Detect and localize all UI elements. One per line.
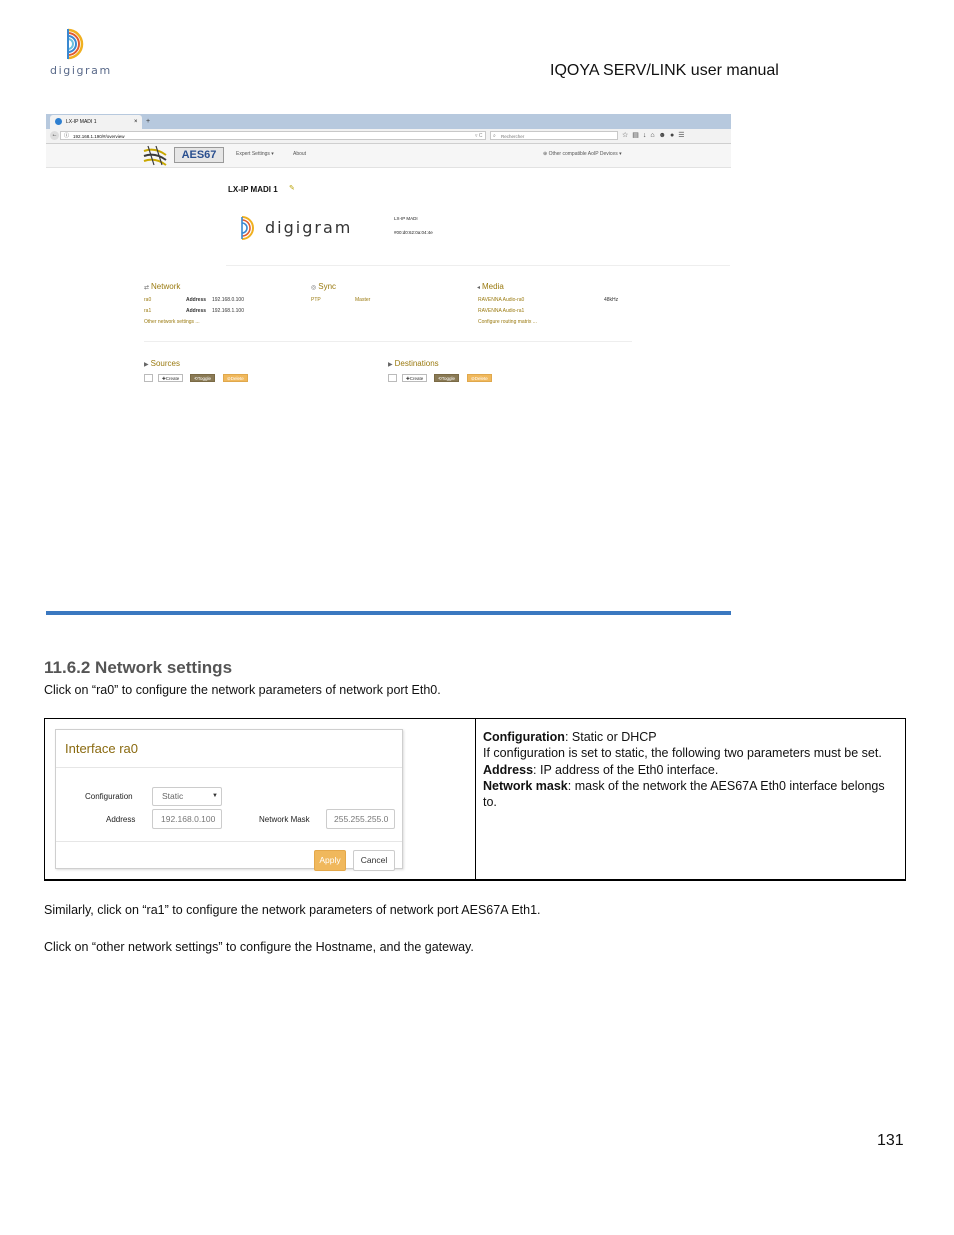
cancel-button[interactable]: Cancel [353, 850, 395, 871]
mask-desc [483, 778, 897, 811]
media-heading [477, 282, 504, 291]
divider [226, 265, 730, 266]
mask-text: : mask of the network the AES67A Eth0 interface belongs to. [483, 778, 885, 810]
settings-description [483, 729, 897, 810]
media-item-ra1[interactable]: RAVENNA Audio-ra1 [478, 308, 525, 314]
static-note: If configuration is set to static, the following two parameters must be set. [483, 746, 882, 761]
sources-create-button[interactable]: ✚Create [158, 374, 183, 382]
apply-button[interactable]: Apply [314, 850, 346, 871]
browser-search-input[interactable] [490, 131, 618, 140]
browser-screenshot [46, 114, 731, 615]
configuration-term: Configuration [483, 730, 565, 744]
interface-title: Interface ra0 [65, 741, 138, 756]
chevron-down-icon: ▼ [212, 793, 218, 799]
other-devices-menu[interactable]: ⊕ Other compatible AoIP Devices ▾ [543, 151, 622, 157]
browser-tab[interactable] [50, 115, 142, 129]
aes67-logo-icon [142, 145, 168, 166]
edit-pencil-icon[interactable]: ✎ [289, 185, 295, 192]
destinations-delete-label: Delete [474, 376, 488, 381]
about-link[interactable]: About [293, 151, 307, 157]
url-bar[interactable] [60, 131, 486, 140]
search-icon: ⌕ [493, 133, 496, 139]
sync-icon: ◎ [311, 285, 317, 291]
sources-select-all-checkbox[interactable] [144, 374, 153, 382]
destinations-heading [388, 359, 439, 368]
address-term: Address [483, 762, 534, 777]
destinations-delete-button[interactable]: ⊘Delete [467, 374, 492, 382]
ptp-link[interactable]: PTP [311, 297, 321, 303]
browser-tab-bar [46, 114, 731, 129]
mask-term: Network mask [483, 778, 568, 793]
device-logo-icon [234, 215, 260, 241]
other-network-settings-link[interactable]: Other network settings ... [144, 319, 200, 325]
ra1-address-value: 192.168.1.100 [212, 308, 244, 314]
network-heading [144, 282, 180, 291]
sources-title: Sources [150, 359, 180, 368]
taskbar-strip [46, 611, 731, 615]
paragraph-other-settings: Click on “other network settings” to configure the Hostname, and the gateway. [44, 940, 474, 954]
sync-heading [311, 282, 336, 291]
divider [56, 841, 402, 842]
sources-toggle-label: Toggle [197, 376, 212, 381]
back-arrow-icon[interactable]: ← [51, 132, 58, 138]
browser-nav-bar [46, 129, 731, 144]
routing-matrix-link[interactable]: Configure routing matrix ... [478, 319, 537, 325]
table-divider [475, 719, 476, 880]
sample-rate: 48kHz [604, 297, 619, 303]
other-devices-label: Other compatible AoIP Devices ▾ [548, 151, 622, 157]
tab-title: LX-IP MADI 1 [66, 119, 97, 125]
toolbar-icons[interactable]: ☆▤↓⌂☻●☰ [622, 132, 689, 139]
media-title: Media [482, 282, 504, 291]
ra1-link[interactable]: ra1 [144, 308, 152, 314]
media-item-ra0[interactable]: RAVENNA Audio-ra0 [478, 297, 525, 303]
expert-settings-menu[interactable]: Expert Settings ▾ [236, 151, 274, 157]
sync-title: Sync [318, 282, 337, 291]
network-mask-label: Network Mask [259, 815, 310, 824]
configuration-desc [483, 729, 897, 745]
device-mac: #00:d0:62:0a:04:4e [394, 230, 433, 235]
address-label: Address [106, 815, 136, 824]
device-model: LX-IP MADI [394, 216, 418, 221]
ptp-role: Master [355, 297, 371, 303]
search-placeholder: Rechercher [501, 134, 525, 139]
destinations-create-label: Create [409, 376, 424, 381]
configuration-select[interactable] [152, 787, 222, 806]
section-intro: Click on “ra0” to configure the network parameters of network port Eth0. [44, 683, 441, 697]
app-header-bar [46, 144, 731, 168]
destinations-select-all-checkbox[interactable] [388, 374, 397, 382]
site-info-icon: ⓘ [64, 133, 70, 139]
logo-wordmark: digigram [50, 64, 112, 77]
document-title: IQOYA SERV/LINK user manual [550, 62, 779, 79]
page-number: 131 [877, 1132, 904, 1149]
ra1-address-label: Address [186, 308, 207, 314]
sources-delete-label: Delete [230, 376, 244, 381]
sources-toggle-button[interactable]: ⟲Toggle [190, 374, 215, 382]
tab-favicon-icon [55, 118, 62, 125]
configuration-text: : Static or DHCP [564, 730, 657, 744]
paragraph-ra1: Similarly, click on “ra1” to configure the network parameters of network port AES67A Eth1. [44, 903, 541, 917]
address-input[interactable]: 192.168.0.100 [152, 809, 222, 829]
media-icon: ◂ [477, 285, 481, 291]
destinations-toggle-button[interactable]: ⟲Toggle [434, 374, 459, 382]
divider [56, 767, 402, 768]
section-title: 11.6.2 Network settings [44, 658, 233, 677]
settings-table [44, 718, 906, 881]
new-tab-icon[interactable]: + [146, 118, 151, 125]
network-icon: ⇄ [144, 285, 150, 291]
sources-create-label: Create [165, 376, 180, 381]
reload-icon[interactable]: ▿ C [475, 133, 483, 139]
address-text: : IP address of the Eth0 interface. [533, 762, 719, 777]
url-text: 192.168.1.190/#/overview [73, 134, 125, 139]
sources-icon: ▶ [144, 362, 149, 368]
destinations-toggle-label: Toggle [441, 376, 456, 381]
device-logo-wordmark: digigram [265, 218, 353, 237]
sources-delete-button[interactable]: ⊘Delete [223, 374, 248, 382]
destinations-icon: ▶ [388, 362, 393, 368]
sources-heading [144, 359, 180, 368]
address-desc [483, 762, 897, 778]
network-title: Network [151, 282, 181, 291]
divider [144, 341, 632, 342]
interface-panel [55, 729, 403, 869]
ra0-link[interactable]: ra0 [144, 297, 152, 303]
configuration-label: Configuration [85, 792, 133, 801]
aes67-brand[interactable]: AES67 [174, 147, 224, 163]
network-mask-input[interactable]: 255.255.255.0 [326, 809, 395, 829]
destinations-create-button[interactable]: ✚Create [402, 374, 427, 382]
configuration-value: Static [162, 791, 184, 801]
ra0-address-value: 192.168.0.100 [212, 297, 244, 303]
destinations-title: Destinations [394, 359, 439, 368]
ra0-address-label: Address [186, 297, 207, 303]
device-name: LX-IP MADI 1 [228, 185, 278, 194]
tab-close-icon[interactable]: × [134, 119, 138, 125]
